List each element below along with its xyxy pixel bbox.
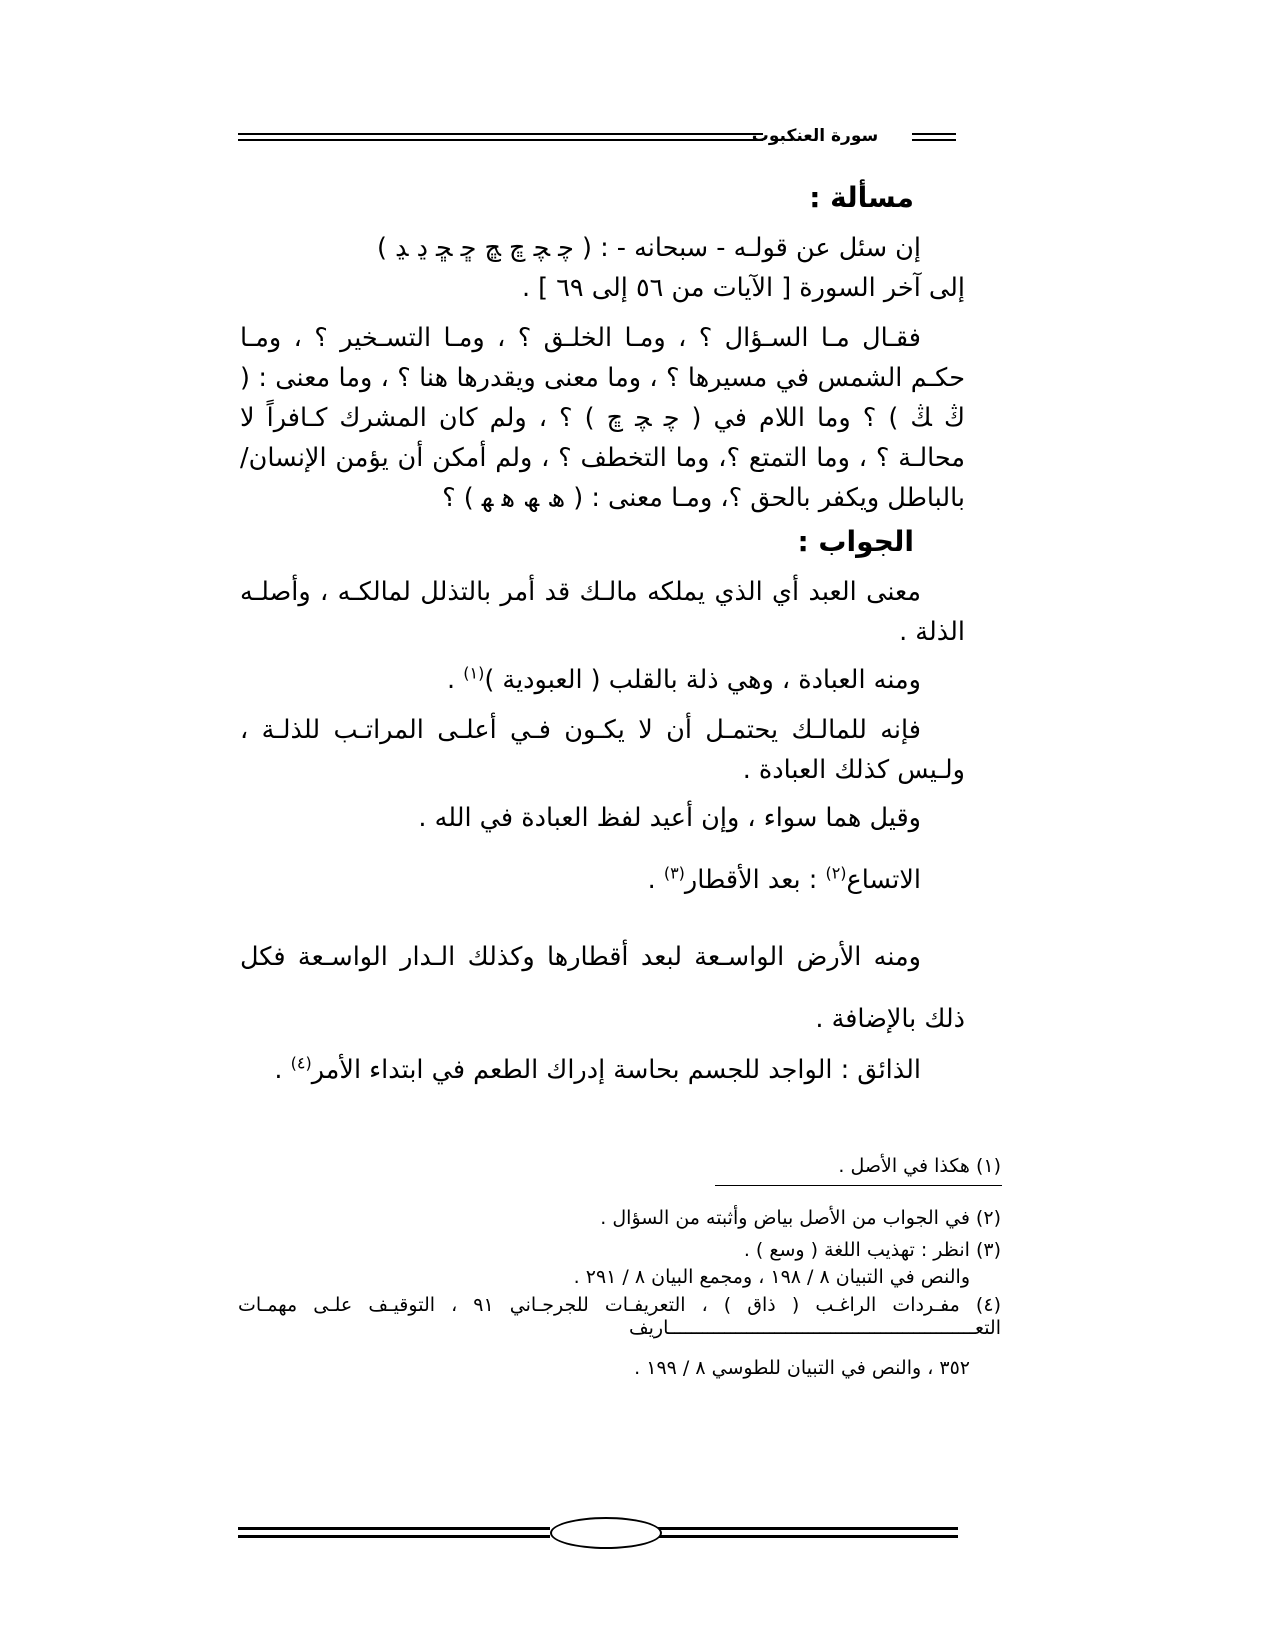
answer-paragraph-6: ومنه الأرض الواسـعة لبعد أقطارها وكذلك الـدار الواسـعة فكل ذلك بالإضافة . xyxy=(240,942,965,1034)
term-ittisa-def: : بعد الأقطار xyxy=(684,865,826,895)
footnote-2: (٢) في الجواب من الأصل بياض وأثبته من السؤال . xyxy=(600,1207,1001,1229)
header-rule-right xyxy=(912,133,956,135)
answer-paragraph-7 xyxy=(240,1050,965,1090)
question-body: فقـال مـا السـؤال ؟ ، ومـا الخلـق ؟ ، ومـا التسـخير ؟ ، ومـا حكـم الشمس في مسيرها ؟ ، وما معنى ويقدرها هنا ؟ ، وما معنى : ( ﯓ ﯔ ) ؟ وما اللام في ( ﭼ ﭽ ﭾ ) ؟ ، ولم كان المشرك كـافراً لا محالـة ؟ ، وما التمتع ؟، وما التخطف ؟ ، ولم أمكن أن يؤمن الإنسان/ بالباطل ويكفر بالحق ؟، ومـا معنى : ( ﮪ ﮫ ﮬ ﮭ ) ؟ xyxy=(240,323,965,513)
footnote-3: (٣) انظر : تهذيب اللغة ( وسع ) . xyxy=(743,1239,1001,1261)
running-header-title: سورة العنكبوت xyxy=(751,126,879,146)
question-heading: مسألة : xyxy=(809,181,914,214)
header-rule-right-2 xyxy=(912,139,956,141)
answer-paragraph-2-end: . xyxy=(447,665,464,695)
footnote-ref-2[interactable]: (٢) xyxy=(825,863,847,883)
footnote-3-continued: والنص في التبيان ٨ / ١٩٨ ، ومجمع البيان ٨ / ٢٩١ . xyxy=(573,1266,970,1288)
answer-paragraph-2 xyxy=(240,660,965,700)
footer-rule-left xyxy=(238,1527,550,1530)
page-number-oval xyxy=(550,1517,662,1549)
footnote-ref-3[interactable]: (٣) xyxy=(663,863,685,883)
footnote-4: (٤) مفـردات الراغـب ( ذاق ) ، التعريفـات للجرجـاني ٩١ ، التوقيـف علـى مهمـات التعـــــــــــــــــــــــــــــــــــــــــــــــــــــــاريف xyxy=(238,1294,1001,1339)
question-intro xyxy=(240,228,965,268)
footer-rule-right xyxy=(658,1527,958,1530)
footnote-separator xyxy=(715,1185,1002,1186)
question-range: إلى آخر السورة [ الآيات من ٥٦ إلى ٦٩ ] . xyxy=(521,273,965,303)
header-rule-left xyxy=(238,133,763,135)
answer-paragraph-1: معنى العبد أي الذي يملكه مالـك قد أمر بالتذلل لمالكـه ، وأصلـه الذلة . xyxy=(240,577,965,647)
footnote-1: (١) هكذا في الأصل . xyxy=(838,1155,1001,1177)
footnote-4-continued: ٣٥٢ ، والنص في التبيان للطوسي ٨ / ١٩٩ . xyxy=(634,1357,970,1379)
footnote-ref-1[interactable]: (١) xyxy=(463,663,485,683)
answer-paragraph-7-end: . xyxy=(274,1055,291,1085)
answer-heading: الجواب : xyxy=(797,525,914,558)
term-ittisa: الاتساع xyxy=(846,865,921,895)
footer-rule-right-2 xyxy=(658,1535,958,1538)
answer-paragraph-5-end: . xyxy=(647,865,664,895)
footnote-ref-4[interactable]: (٤) xyxy=(290,1053,312,1073)
question-intro-text: إن سئل عن قولـه - سبحانه - : ( ﭼ ﭽ ﭾ ﭿ ﮀ ﮁ ﮂ ﮃ ) xyxy=(377,233,921,263)
footer-rule-left-2 xyxy=(238,1535,550,1538)
answer-paragraph-7-text: الذائق : الواجد للجسم بحاسة إدراك الطعم في ابتداء الأمر xyxy=(311,1055,921,1085)
answer-paragraph-5 xyxy=(240,860,965,900)
header-rule-left-2 xyxy=(238,139,763,141)
answer-paragraph-2-text: ومنه العبادة ، وهي ذلة بالقلب ( العبودية ) xyxy=(484,665,921,695)
answer-paragraph-3: فإنه للمالـك يحتمـل أن لا يكـون فـي أعلـى المراتـب للذلـة ، ولـيس كذلك العبادة . xyxy=(240,715,965,785)
answer-paragraph-4: وقيل هما سواء ، وإن أعيد لفظ العبادة في الله . xyxy=(418,803,921,833)
